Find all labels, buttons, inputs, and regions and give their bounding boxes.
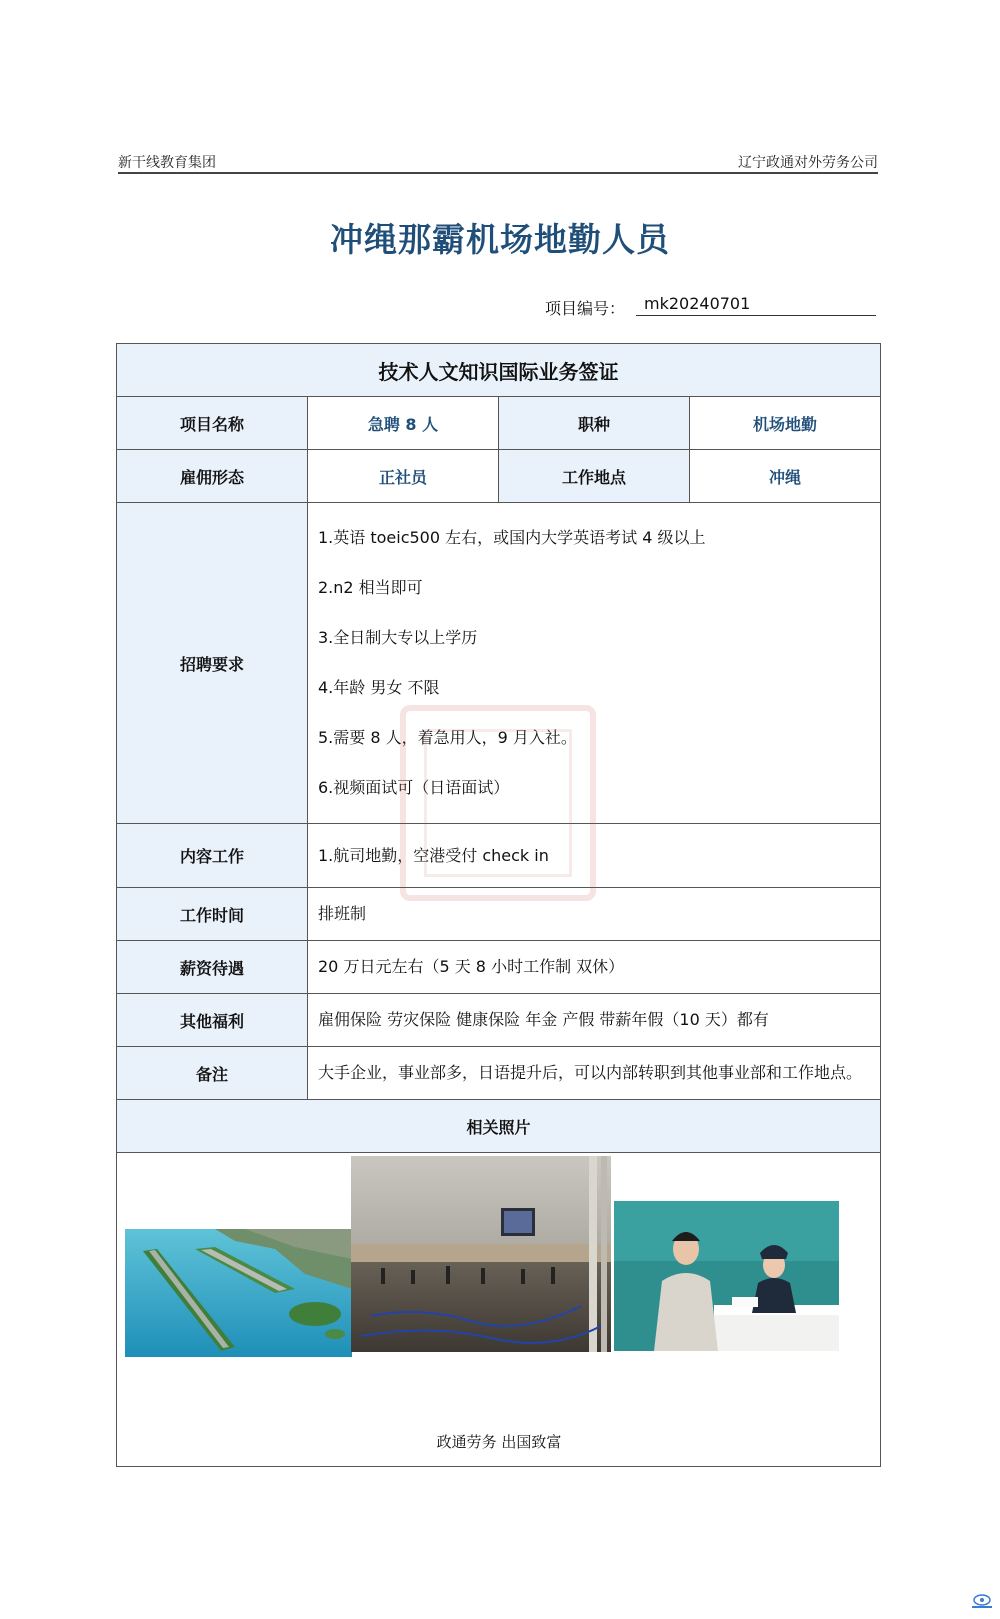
employment-type-value: 正社员 bbox=[308, 450, 499, 503]
visa-type: 技术人文知识国际业务签证 bbox=[117, 344, 881, 397]
job-content-label: 内容工作 bbox=[117, 824, 308, 888]
remarks-label: 备注 bbox=[117, 1047, 308, 1100]
header-right-org: 辽宁政通对外劳务公司 bbox=[738, 155, 878, 171]
checkin-hall-photo bbox=[351, 1156, 611, 1352]
salary-value: 20 万日元左右（5 天 8 小时工作制 双休） bbox=[308, 941, 881, 994]
work-hours-value: 排班制 bbox=[308, 888, 881, 941]
photos-header: 相关照片 bbox=[117, 1100, 881, 1153]
requirement-item: 6.视频面试可（日语面试） bbox=[318, 778, 510, 797]
job-info-table bbox=[116, 343, 881, 1467]
work-location-value: 冲绳 bbox=[690, 450, 881, 503]
requirement-item: 5.需要 8 人，着急用人，9 月入社。 bbox=[318, 728, 577, 747]
project-name-value: 急聘 8 人 bbox=[308, 397, 499, 450]
footer-slogan: 政通劳务 出国致富 bbox=[436, 1433, 562, 1451]
employment-type-label: 雇佣形态 bbox=[117, 450, 308, 503]
project-number-label: 项目编号： bbox=[545, 299, 626, 318]
benefits-label: 其他福利 bbox=[117, 994, 308, 1047]
requirement-item: 4.年龄 男女 不限 bbox=[318, 678, 440, 697]
airport-aerial-photo bbox=[125, 1229, 352, 1357]
requirement-item: 1.英语 toeic500 左右，或国内大学英语考试 4 级以上 bbox=[318, 528, 706, 547]
salary-label: 薪资待遇 bbox=[117, 941, 308, 994]
job-type-value: 机场地勤 bbox=[690, 397, 881, 450]
job-content-value: 1.航司地勤，空港受付 check in bbox=[308, 824, 881, 888]
requirement-item: 2.n2 相当即可 bbox=[318, 578, 423, 597]
requirement-item: 3.全日制大专以上学历 bbox=[318, 628, 478, 647]
project-name-label: 项目名称 bbox=[117, 397, 308, 450]
staff-counter-photo bbox=[614, 1201, 839, 1351]
benefits-value: 雇佣保险 劳灾保险 健康保险 年金 产假 带薪年假（10 天）都有 bbox=[308, 994, 881, 1047]
photos-cell bbox=[117, 1153, 881, 1467]
project-number-value: mk20240701 bbox=[636, 294, 876, 316]
page-title: 冲绳那霸机场地勤人员 bbox=[330, 220, 670, 259]
work-location-label: 工作地点 bbox=[499, 450, 690, 503]
photos-area bbox=[117, 1153, 880, 1466]
work-hours-label: 工作时间 bbox=[117, 888, 308, 941]
requirements-label: 招聘要求 bbox=[117, 503, 308, 824]
corner-logo-icon bbox=[970, 1593, 994, 1609]
job-type-label: 职种 bbox=[499, 397, 690, 450]
header-left-org: 新干线教育集团 bbox=[118, 155, 216, 171]
page-header bbox=[118, 150, 878, 174]
requirements-list bbox=[308, 503, 881, 824]
remarks-value: 大手企业，事业部多，日语提升后，可以内部转职到其他事业部和工作地点。 bbox=[308, 1047, 881, 1100]
